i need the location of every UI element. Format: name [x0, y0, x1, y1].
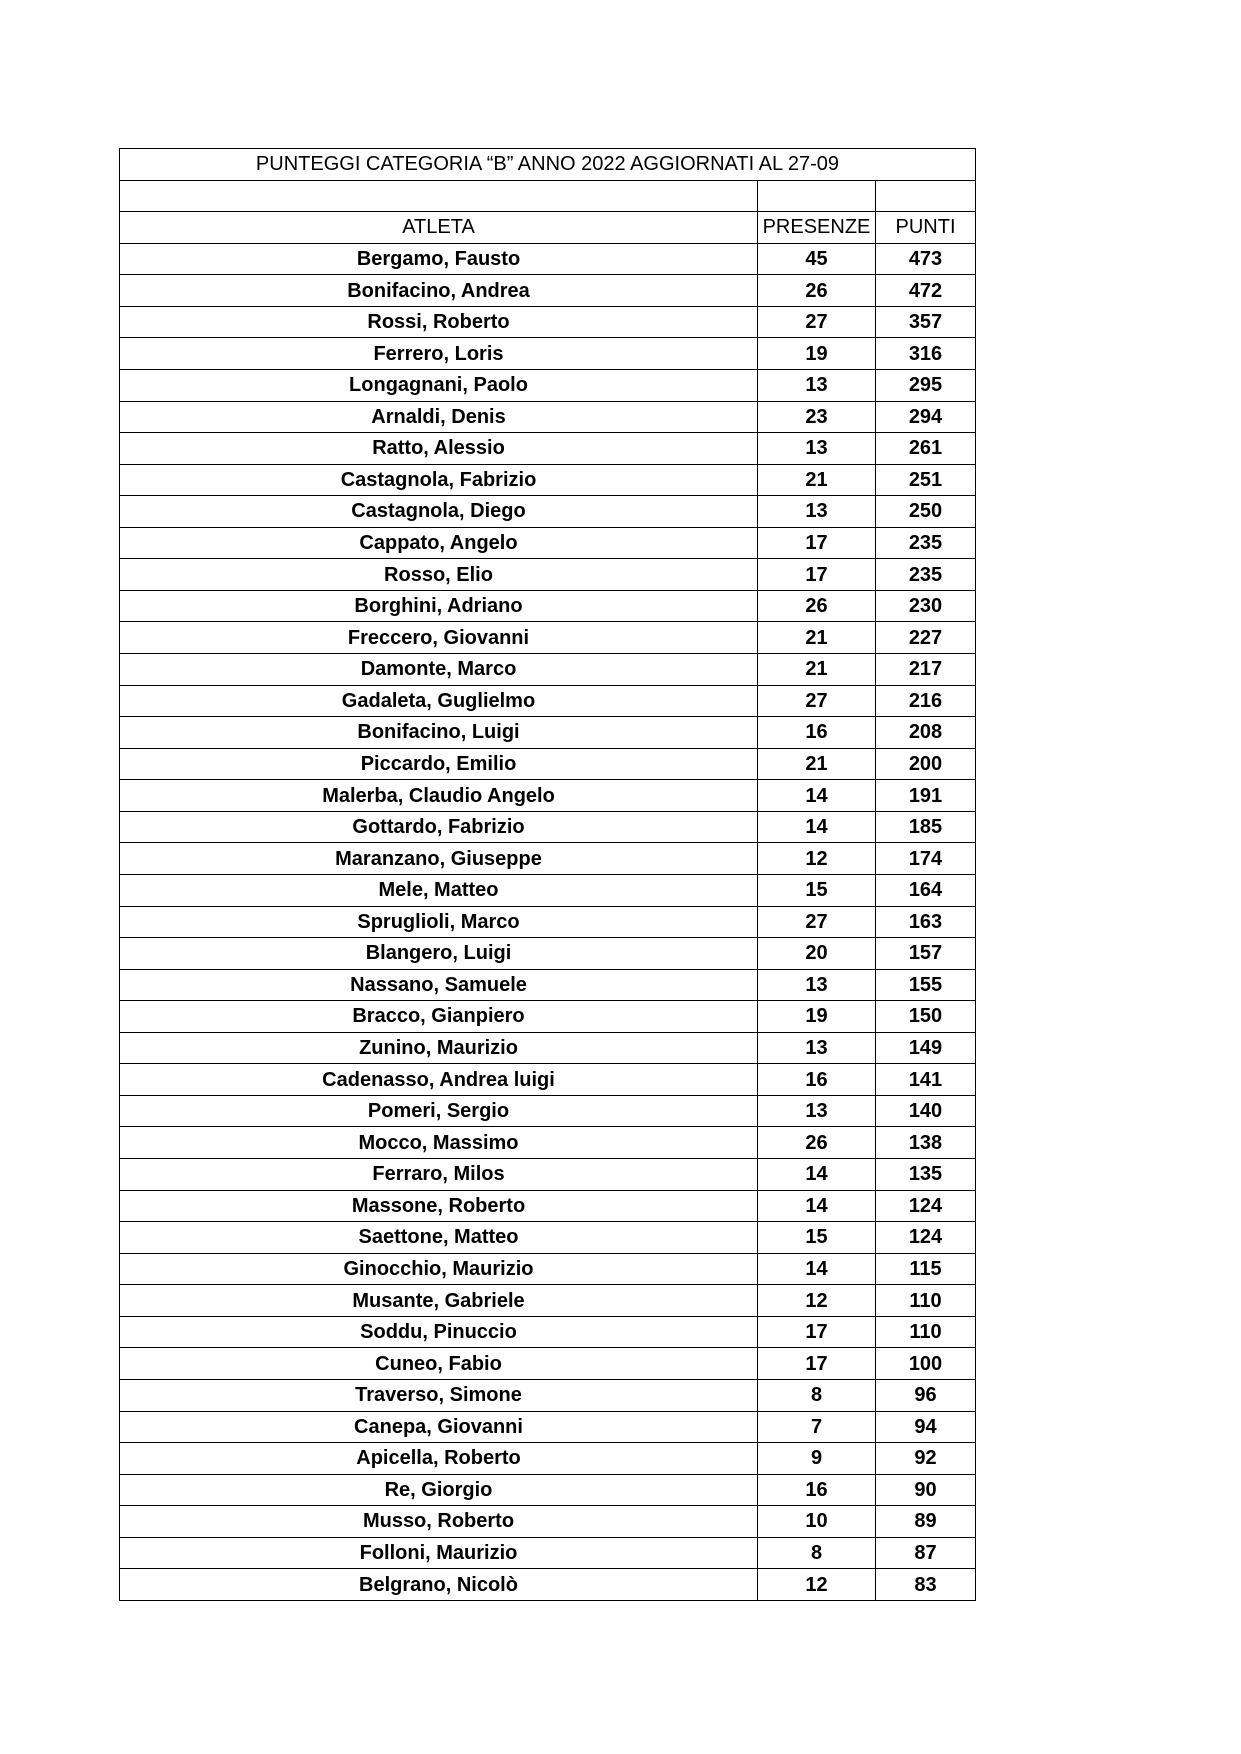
presences-cell: 26	[758, 591, 876, 623]
presences-cell: 14	[758, 780, 876, 812]
table-row	[120, 338, 976, 370]
points-cell: 295	[876, 370, 976, 402]
athlete-name-cell: Nassano, Samuele	[120, 970, 758, 1002]
athlete-name-cell: Folloni, Maurizio	[120, 1538, 758, 1570]
athlete-name-cell: Mele, Matteo	[120, 875, 758, 907]
presences-cell: 14	[758, 812, 876, 844]
points-cell: 94	[876, 1412, 976, 1444]
athlete-name-cell: Traverso, Simone	[120, 1380, 758, 1412]
table-row	[120, 1348, 976, 1380]
table-title: PUNTEGGI CATEGORIA “B” ANNO 2022 AGGIORNATI AL 27-09	[120, 149, 976, 181]
athlete-name-cell: Longagnani, Paolo	[120, 370, 758, 402]
presences-cell: 23	[758, 402, 876, 434]
table-row	[120, 1569, 976, 1601]
title-row	[120, 149, 976, 181]
presences-cell: 17	[758, 559, 876, 591]
presences-cell: 21	[758, 654, 876, 686]
presences-cell: 26	[758, 275, 876, 307]
table-row	[120, 244, 976, 276]
presences-cell: 7	[758, 1412, 876, 1444]
points-cell: 124	[876, 1191, 976, 1223]
table-body	[120, 244, 976, 1601]
points-cell: 217	[876, 654, 976, 686]
presences-cell: 15	[758, 875, 876, 907]
header-row	[120, 212, 976, 244]
athlete-name-cell: Blangero, Luigi	[120, 938, 758, 970]
athlete-name-cell: Bergamo, Fausto	[120, 244, 758, 276]
points-cell: 90	[876, 1475, 976, 1507]
table-row	[120, 1001, 976, 1033]
points-cell: 155	[876, 970, 976, 1002]
table-row	[120, 686, 976, 718]
presences-cell: 27	[758, 686, 876, 718]
athlete-name-cell: Cappato, Angelo	[120, 528, 758, 560]
points-cell: 135	[876, 1159, 976, 1191]
points-cell: 227	[876, 622, 976, 654]
athlete-name-cell: Bonifacino, Luigi	[120, 717, 758, 749]
points-cell: 149	[876, 1033, 976, 1065]
presences-cell: 14	[758, 1191, 876, 1223]
presences-cell: 20	[758, 938, 876, 970]
presences-cell: 21	[758, 622, 876, 654]
presences-cell: 9	[758, 1443, 876, 1475]
table-row	[120, 843, 976, 875]
table-row	[120, 1222, 976, 1254]
athlete-name-cell: Castagnola, Fabrizio	[120, 465, 758, 497]
table-row	[120, 1254, 976, 1286]
athlete-name-cell: Saettone, Matteo	[120, 1222, 758, 1254]
presences-cell: 27	[758, 907, 876, 939]
table-row	[120, 938, 976, 970]
table-row	[120, 465, 976, 497]
points-cell: 87	[876, 1538, 976, 1570]
athlete-name-cell: Apicella, Roberto	[120, 1443, 758, 1475]
points-cell: 316	[876, 338, 976, 370]
table-row	[120, 1127, 976, 1159]
athlete-name-cell: Cadenasso, Andrea luigi	[120, 1064, 758, 1096]
table-row	[120, 591, 976, 623]
athlete-name-cell: Mocco, Massimo	[120, 1127, 758, 1159]
column-header-presenze: PRESENZE	[758, 212, 876, 244]
table-row	[120, 812, 976, 844]
points-cell: 100	[876, 1348, 976, 1380]
points-cell: 472	[876, 275, 976, 307]
athlete-name-cell: Piccardo, Emilio	[120, 749, 758, 781]
athlete-name-cell: Freccero, Giovanni	[120, 622, 758, 654]
points-cell: 216	[876, 686, 976, 718]
presences-cell: 17	[758, 1348, 876, 1380]
athlete-name-cell: Ferraro, Milos	[120, 1159, 758, 1191]
points-cell: 89	[876, 1506, 976, 1538]
athlete-name-cell: Rosso, Elio	[120, 559, 758, 591]
points-cell: 124	[876, 1222, 976, 1254]
points-cell: 174	[876, 843, 976, 875]
athlete-name-cell: Castagnola, Diego	[120, 496, 758, 528]
points-cell: 473	[876, 244, 976, 276]
table-row	[120, 559, 976, 591]
presences-cell: 12	[758, 1569, 876, 1601]
table-row	[120, 307, 976, 339]
presences-cell: 17	[758, 528, 876, 560]
points-cell: 200	[876, 749, 976, 781]
athlete-name-cell: Borghini, Adriano	[120, 591, 758, 623]
presences-cell: 17	[758, 1317, 876, 1349]
scores-table	[119, 148, 976, 1601]
points-cell: 261	[876, 433, 976, 465]
presences-cell: 13	[758, 1096, 876, 1128]
table-row	[120, 717, 976, 749]
table-row	[120, 1064, 976, 1096]
athlete-name-cell: Gottardo, Fabrizio	[120, 812, 758, 844]
column-header-atleta: ATLETA	[120, 212, 758, 244]
table-row	[120, 622, 976, 654]
table-row	[120, 907, 976, 939]
points-cell: 250	[876, 496, 976, 528]
points-cell: 294	[876, 402, 976, 434]
points-cell: 157	[876, 938, 976, 970]
athlete-name-cell: Damonte, Marco	[120, 654, 758, 686]
athlete-name-cell: Re, Giorgio	[120, 1475, 758, 1507]
presences-cell: 13	[758, 433, 876, 465]
table-row	[120, 1285, 976, 1317]
points-cell: 110	[876, 1317, 976, 1349]
athlete-name-cell: Belgrano, Nicolò	[120, 1569, 758, 1601]
presences-cell: 13	[758, 496, 876, 528]
points-cell: 235	[876, 559, 976, 591]
presences-cell: 27	[758, 307, 876, 339]
empty-cell	[876, 181, 976, 213]
table-row	[120, 1412, 976, 1444]
presences-cell: 13	[758, 370, 876, 402]
presences-cell: 16	[758, 1064, 876, 1096]
table-row	[120, 370, 976, 402]
presences-cell: 45	[758, 244, 876, 276]
table-row	[120, 1380, 976, 1412]
presences-cell: 13	[758, 970, 876, 1002]
table-row	[120, 275, 976, 307]
presences-cell: 15	[758, 1222, 876, 1254]
athlete-name-cell: Rossi, Roberto	[120, 307, 758, 339]
presences-cell: 12	[758, 843, 876, 875]
table-row	[120, 875, 976, 907]
presences-cell: 16	[758, 717, 876, 749]
athlete-name-cell: Soddu, Pinuccio	[120, 1317, 758, 1349]
points-cell: 138	[876, 1127, 976, 1159]
points-cell: 208	[876, 717, 976, 749]
points-cell: 141	[876, 1064, 976, 1096]
empty-row	[120, 181, 976, 213]
points-cell: 235	[876, 528, 976, 560]
athlete-name-cell: Ferrero, Loris	[120, 338, 758, 370]
athlete-name-cell: Musante, Gabriele	[120, 1285, 758, 1317]
points-cell: 164	[876, 875, 976, 907]
presences-cell: 21	[758, 749, 876, 781]
points-cell: 115	[876, 1254, 976, 1286]
table-row	[120, 749, 976, 781]
athlete-name-cell: Spruglioli, Marco	[120, 907, 758, 939]
athlete-name-cell: Maranzano, Giuseppe	[120, 843, 758, 875]
table-row	[120, 1538, 976, 1570]
presences-cell: 26	[758, 1127, 876, 1159]
table-row	[120, 433, 976, 465]
table-row	[120, 1506, 976, 1538]
points-cell: 92	[876, 1443, 976, 1475]
points-cell: 150	[876, 1001, 976, 1033]
athlete-name-cell: Zunino, Maurizio	[120, 1033, 758, 1065]
athlete-name-cell: Massone, Roberto	[120, 1191, 758, 1223]
table-row	[120, 528, 976, 560]
presences-cell: 16	[758, 1475, 876, 1507]
empty-cell	[120, 181, 758, 213]
table-row	[120, 970, 976, 1002]
athlete-name-cell: Canepa, Giovanni	[120, 1412, 758, 1444]
presences-cell: 19	[758, 338, 876, 370]
points-cell: 191	[876, 780, 976, 812]
table-row	[120, 402, 976, 434]
points-cell: 96	[876, 1380, 976, 1412]
presences-cell: 8	[758, 1538, 876, 1570]
presences-cell: 13	[758, 1033, 876, 1065]
empty-cell	[758, 181, 876, 213]
presences-cell: 19	[758, 1001, 876, 1033]
table-row	[120, 1475, 976, 1507]
athlete-name-cell: Musso, Roberto	[120, 1506, 758, 1538]
presences-cell: 14	[758, 1159, 876, 1191]
table-row	[120, 1159, 976, 1191]
points-cell: 357	[876, 307, 976, 339]
presences-cell: 14	[758, 1254, 876, 1286]
table-row	[120, 1191, 976, 1223]
table-row	[120, 780, 976, 812]
athlete-name-cell: Pomeri, Sergio	[120, 1096, 758, 1128]
presences-cell: 21	[758, 465, 876, 497]
points-cell: 251	[876, 465, 976, 497]
athlete-name-cell: Malerba, Claudio Angelo	[120, 780, 758, 812]
points-cell: 230	[876, 591, 976, 623]
points-cell: 110	[876, 1285, 976, 1317]
athlete-name-cell: Gadaleta, Guglielmo	[120, 686, 758, 718]
table-row	[120, 1033, 976, 1065]
points-cell: 83	[876, 1569, 976, 1601]
table-row	[120, 1317, 976, 1349]
athlete-name-cell: Cuneo, Fabio	[120, 1348, 758, 1380]
presences-cell: 12	[758, 1285, 876, 1317]
presences-cell: 8	[758, 1380, 876, 1412]
table-row	[120, 496, 976, 528]
athlete-name-cell: Bonifacino, Andrea	[120, 275, 758, 307]
column-header-punti: PUNTI	[876, 212, 976, 244]
points-cell: 163	[876, 907, 976, 939]
athlete-name-cell: Ginocchio, Maurizio	[120, 1254, 758, 1286]
athlete-name-cell: Ratto, Alessio	[120, 433, 758, 465]
points-cell: 140	[876, 1096, 976, 1128]
athlete-name-cell: Bracco, Gianpiero	[120, 1001, 758, 1033]
table-row	[120, 1443, 976, 1475]
table-row	[120, 1096, 976, 1128]
athlete-name-cell: Arnaldi, Denis	[120, 402, 758, 434]
points-cell: 185	[876, 812, 976, 844]
table-row	[120, 654, 976, 686]
presences-cell: 10	[758, 1506, 876, 1538]
